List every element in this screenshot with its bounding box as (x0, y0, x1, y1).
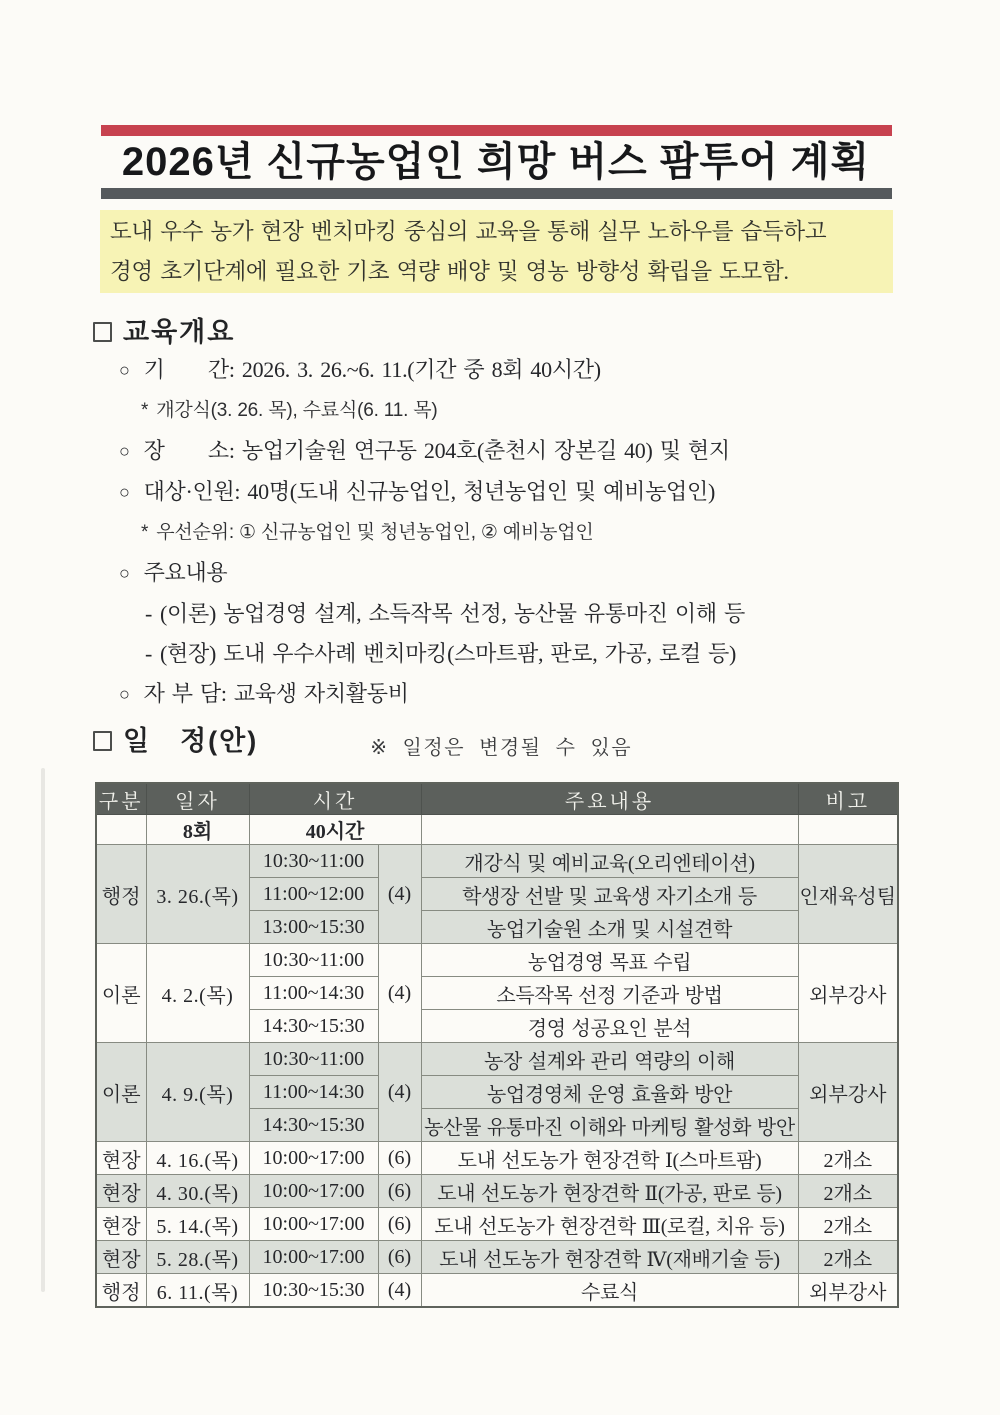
overview-item (95, 391, 905, 431)
schedule-row (96, 1043, 898, 1076)
asterisk-bullet-icon: * (141, 522, 149, 543)
overview-item-text: 장 소: 농업기술원 연구동 204호(춘천시 장본길 40) 및 현지 (143, 438, 730, 463)
dash-bullet-icon: - (145, 601, 153, 626)
cell-date: 4. 16.(목) (146, 1142, 249, 1175)
cell-time: 14:30~15:30 (249, 1109, 378, 1142)
schedule-row (96, 1241, 898, 1274)
cell-content: 농업경영체 운영 효율화 방안 (421, 1076, 798, 1109)
col-header-category: 구분 (96, 783, 146, 815)
cell-time: 10:30~11:00 (249, 845, 378, 878)
cell-time: 10:00~17:00 (249, 1175, 378, 1208)
col-header-content: 주요내용 (421, 783, 798, 815)
overview-item (95, 594, 905, 634)
cell-hours: (4) (378, 1043, 421, 1142)
subheader-empty (421, 815, 798, 845)
overview-item-text: 주요내용 (143, 560, 228, 585)
circle-bullet-icon: ○ (119, 482, 130, 502)
cell-content: 학생장 선발 및 교육생 자기소개 등 (421, 878, 798, 911)
summary-highlight-box (100, 210, 893, 293)
cell-date: 4. 2.(목) (146, 944, 249, 1043)
cell-category: 현장 (96, 1208, 146, 1241)
subheader-session-count: 8회 (146, 815, 249, 845)
schedule-heading-text: 일 정(안) (123, 726, 259, 756)
cell-content: 농산물 유통마진 이해와 마케팅 활성화 방안 (421, 1109, 798, 1142)
cell-hours: (4) (378, 944, 421, 1043)
schedule-header-row (96, 783, 898, 815)
col-header-remark: 비고 (798, 783, 898, 815)
title-bottom-rule (101, 188, 892, 199)
cell-remark: 2개소 (798, 1241, 898, 1274)
cell-time: 14:30~15:30 (249, 1010, 378, 1043)
schedule-row (96, 944, 898, 977)
overview-item (95, 553, 905, 594)
schedule-row (96, 1274, 898, 1308)
cell-date: 3. 26.(목) (146, 845, 249, 944)
cell-remark: 2개소 (798, 1208, 898, 1241)
cell-remark: 외부강사 (798, 944, 898, 1043)
scan-artifact (41, 768, 45, 1292)
cell-time: 11:00~12:00 (249, 878, 378, 911)
circle-bullet-icon: ○ (119, 563, 130, 583)
col-header-date: 일자 (146, 783, 249, 815)
cell-content: 도내 선도농가 현장견학 Ⅱ(가공, 판로 등) (421, 1175, 798, 1208)
schedule-table (95, 782, 899, 1308)
overview-item (95, 472, 905, 513)
asterisk-bullet-icon: * (141, 400, 149, 421)
title-top-rule (101, 125, 892, 136)
cell-content: 도내 선도농가 현장견학 Ⅳ(재배기술 등) (421, 1241, 798, 1274)
cell-date: 4. 30.(목) (146, 1175, 249, 1208)
cell-content: 소득작목 선정 기준과 방법 (421, 977, 798, 1010)
cell-category: 행정 (96, 845, 146, 944)
cell-content: 개강식 및 예비교육(오리엔테이션) (421, 845, 798, 878)
overview-item-text: 대상·인원: 40명(도내 신규농업인, 청년농업인 및 예비농업인) (143, 479, 715, 504)
summary-line-1: 도내 우수 농가 현장 벤치마킹 중심의 교육을 통해 실무 노하우를 습득하고 (110, 219, 827, 244)
overview-item (95, 513, 905, 553)
cell-time: 10:00~17:00 (249, 1142, 378, 1175)
overview-item (95, 634, 905, 674)
overview-list (95, 350, 905, 715)
cell-remark: 외부강사 (798, 1043, 898, 1142)
schedule-row (96, 1208, 898, 1241)
cell-hours: (4) (378, 845, 421, 944)
cell-content: 수료식 (421, 1274, 798, 1308)
circle-bullet-icon: ○ (119, 360, 130, 380)
cell-date: 5. 28.(목) (146, 1241, 249, 1274)
overview-item (95, 431, 905, 472)
cell-category: 현장 (96, 1241, 146, 1274)
cell-date: 4. 9.(목) (146, 1043, 249, 1142)
cell-category: 이론 (96, 1043, 146, 1142)
cell-category: 이론 (96, 944, 146, 1043)
subheader-total-hours: 40시간 (249, 815, 421, 845)
cell-category: 행정 (96, 1274, 146, 1308)
square-bullet-icon (93, 731, 112, 751)
cell-hours: (6) (378, 1175, 421, 1208)
cell-time: 10:30~15:30 (249, 1274, 378, 1308)
schedule-row (96, 1142, 898, 1175)
overview-item (95, 350, 905, 391)
cell-content: 농업경영 목표 수립 (421, 944, 798, 977)
cell-content: 경영 성공요인 분석 (421, 1010, 798, 1043)
overview-item-text: 기 간: 2026. 3. 26.~6. 11.(기간 중 8회 40시간) (143, 357, 601, 382)
cell-time: 13:00~15:30 (249, 911, 378, 944)
cell-time: 11:00~14:30 (249, 977, 378, 1010)
overview-item-text: (이론) 농업경영 설계, 소득작목 선정, 농산물 유통마진 이해 등 (160, 601, 745, 626)
subheader-empty (798, 815, 898, 845)
cell-hours: (4) (378, 1274, 421, 1308)
section-heading-schedule (93, 726, 632, 760)
cell-remark: 외부강사 (798, 1274, 898, 1308)
dash-bullet-icon: - (145, 641, 153, 666)
schedule-row (96, 1175, 898, 1208)
overview-item (95, 674, 905, 715)
overview-heading-text: 교육개요 (123, 317, 236, 347)
overview-item-text: 자 부 담: 교육생 자치활동비 (143, 681, 409, 706)
cell-content: 도내 선도농가 현장견학 Ⅲ(로컬, 치유 등) (421, 1208, 798, 1241)
cell-content: 농장 설계와 관리 역량의 이해 (421, 1043, 798, 1076)
schedule-row (96, 845, 898, 878)
col-header-time: 시간 (249, 783, 421, 815)
circle-bullet-icon: ○ (119, 684, 130, 704)
overview-item-text: 우선순위: ① 신규농업인 및 청년농업인, ② 예비농업인 (156, 522, 594, 543)
cell-date: 6. 11.(목) (146, 1274, 249, 1308)
circle-bullet-icon: ○ (119, 441, 130, 461)
overview-item-text: 개강식(3. 26. 목), 수료식(6. 11. 목) (156, 400, 438, 421)
cell-content: 농업기술원 소개 및 시설견학 (421, 911, 798, 944)
cell-category: 현장 (96, 1142, 146, 1175)
schedule-subheader-row (96, 815, 898, 845)
subheader-empty (96, 815, 146, 845)
schedule-change-note: ※ 일정은 변경될 수 있음 (370, 737, 633, 759)
cell-time: 11:00~14:30 (249, 1076, 378, 1109)
cell-hours: (6) (378, 1208, 421, 1241)
cell-remark: 2개소 (798, 1142, 898, 1175)
square-bullet-icon (93, 322, 112, 342)
cell-content: 도내 선도농가 현장견학 Ⅰ(스마트팜) (421, 1142, 798, 1175)
cell-category: 현장 (96, 1175, 146, 1208)
schedule-table-body (96, 815, 898, 1308)
cell-hours: (6) (378, 1142, 421, 1175)
page-title: 2026년 신규농업인 희망 버스 팜투어 계획 (121, 140, 871, 184)
cell-time: 10:00~17:00 (249, 1241, 378, 1274)
cell-time: 10:00~17:00 (249, 1208, 378, 1241)
cell-hours: (6) (378, 1241, 421, 1274)
cell-date: 5. 14.(목) (146, 1208, 249, 1241)
overview-item-text: (현장) 도내 우수사례 벤치마킹(스마트팜, 판로, 가공, 로컬 등) (160, 641, 737, 666)
summary-line-2: 경영 초기단계에 필요한 기초 역량 배양 및 영농 방향성 확립을 도모함. (110, 259, 789, 284)
cell-time: 10:30~11:00 (249, 1043, 378, 1076)
cell-remark: 인재육성팀 (798, 845, 898, 944)
cell-remark: 2개소 (798, 1175, 898, 1208)
cell-time: 10:30~11:00 (249, 944, 378, 977)
section-heading-overview (93, 317, 235, 347)
